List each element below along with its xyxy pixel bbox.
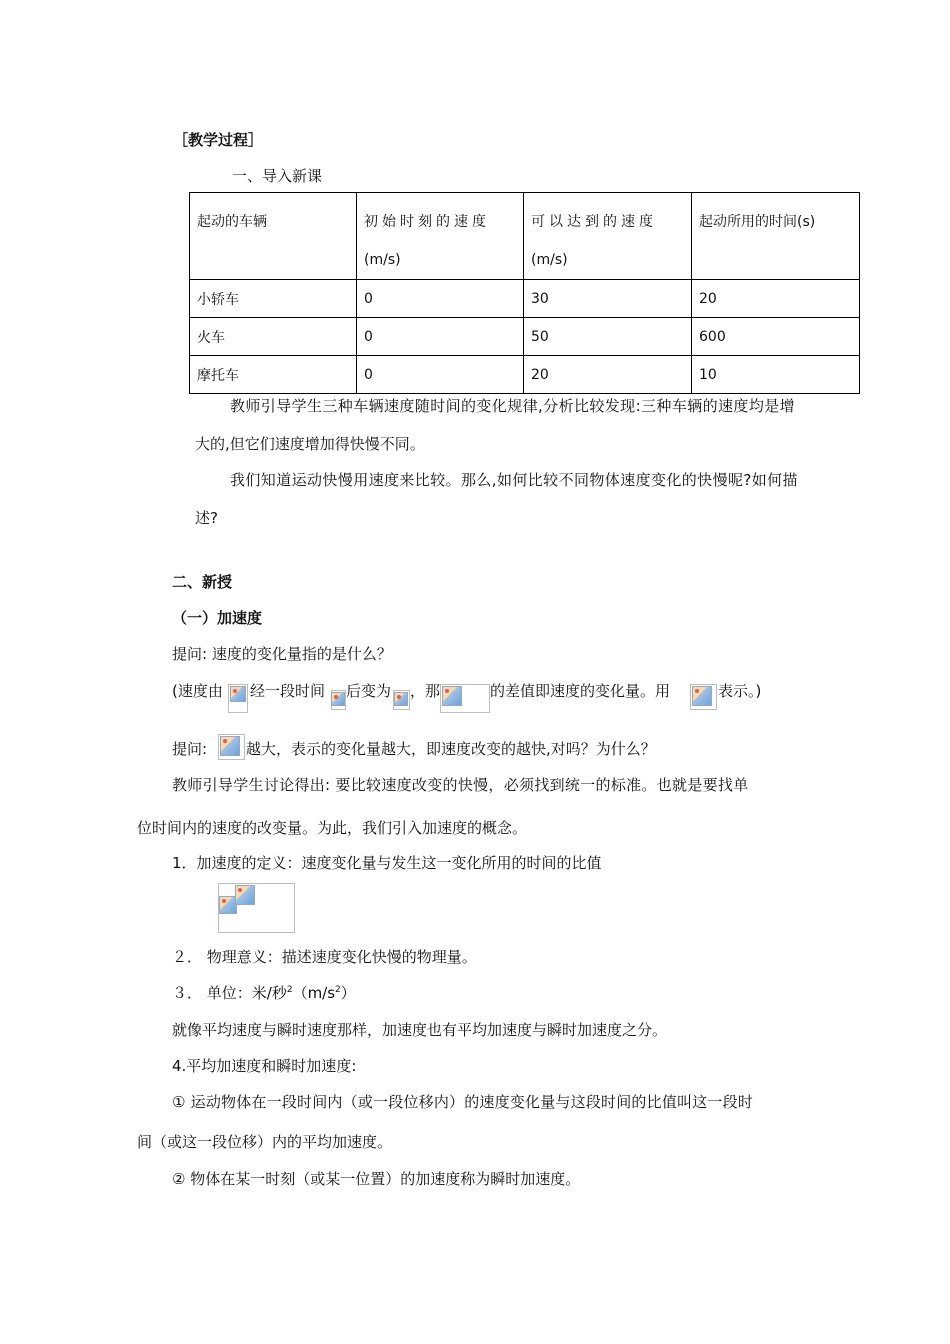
table-cell: 0 xyxy=(357,280,524,318)
section2-title: 二、新授 xyxy=(172,573,233,591)
table-cell: 30 xyxy=(524,280,692,318)
table-cell: 600 xyxy=(692,318,860,356)
table-header-cell: 初始时刻的速度 (m/s) xyxy=(357,193,524,280)
table-cell: 50 xyxy=(524,318,692,356)
formula-image-v2 xyxy=(393,690,410,710)
table-header-cell: 可以达到的速度 (m/s) xyxy=(524,193,692,280)
answer-text-3: 后变为 xyxy=(346,682,392,700)
table-row xyxy=(190,280,860,318)
broken-image-icon xyxy=(442,686,462,706)
definition-acceleration: 1．加速度的定义：速度变化量与发生这一变化所用的时间的比值 xyxy=(172,854,602,872)
table-cell: 20 xyxy=(692,280,860,318)
formula-image-delta-v xyxy=(690,684,717,710)
intro-paragraph-2-line-1: 我们知道运动快慢用速度来比较。那么,如何比较不同物体速度变化的快慢呢?如何描 xyxy=(230,471,798,489)
intro-paragraph-2-line-2: 述? xyxy=(195,509,218,527)
average-acceleration-line-2: 间（或这一段位移）内的平均加速度。 xyxy=(137,1133,393,1151)
acceleration-subtitle: （一）加速度 xyxy=(172,609,263,627)
answer-text-4: ，那 xyxy=(410,682,441,700)
broken-image-icon xyxy=(220,736,240,756)
table-row xyxy=(190,318,860,356)
table-header-cell: 起动所用的时间(s) xyxy=(692,193,860,280)
comparison-text: 就像平均速度与瞬时速度那样，加速度也有平均加速度与瞬时加速度之分。 xyxy=(172,1021,668,1039)
section1-title: 一、导入新课 xyxy=(232,167,323,185)
average-acceleration-line-1: ① 运动物体在一段时间内（或一段位移内）的速度变化量与这段时间的比值叫这一段时 xyxy=(172,1093,754,1111)
intro-paragraph-1-line-2: 大的,但它们速度增加得快慢不同。 xyxy=(195,435,425,453)
answer-text-2: 经一段时间 xyxy=(250,682,326,700)
answer-text-6: 表示。) xyxy=(718,682,762,700)
question-2-prefix: 提问: xyxy=(172,740,208,758)
broken-image-icon xyxy=(331,692,345,706)
broken-image-icon xyxy=(394,692,408,706)
teaching-process-heading: ［教学过程］ xyxy=(173,131,264,149)
table-header-cell: 起动的车辆 xyxy=(190,193,357,280)
formula-image-t xyxy=(331,690,346,710)
table-cell: 10 xyxy=(692,356,860,394)
intro-paragraph-1-line-1: 教师引导学生三种车辆速度随时间的变化规律,分析比较发现:三种车辆的速度均是增 xyxy=(230,397,796,415)
table-cell: 摩托车 xyxy=(190,356,357,394)
formula-image-v1 xyxy=(228,684,248,713)
table-cell: 小轿车 xyxy=(190,280,357,318)
item-4-title: 4.平均加速度和瞬时加速度: xyxy=(172,1057,357,1075)
discussion-line-1: 教师引导学生讨论得出: 要比较速度改变的快慢，必须找到统一的标准。也就是要找单 xyxy=(172,776,749,794)
vehicle-speed-table xyxy=(189,192,860,394)
physical-meaning: ２． 物理意义：描述速度变化快慢的物理量。 xyxy=(172,948,477,966)
table-cell: 火车 xyxy=(190,318,357,356)
formula-image-difference xyxy=(440,684,490,713)
broken-image-icon xyxy=(230,686,246,702)
table-cell: 0 xyxy=(357,356,524,394)
table-cell: 20 xyxy=(524,356,692,394)
answer-text-5: 的差值即速度的变化量。用 xyxy=(490,682,671,700)
unit-item: ３． 单位：米/秒$^2(m/s^2)$ xyxy=(172,984,356,1002)
instantaneous-acceleration: ② 物体在某一时刻（或某一位置）的加速度称为瞬时加速度。 xyxy=(172,1170,581,1188)
answer-text-1: (速度由 xyxy=(172,682,223,700)
formula-image-delta-v-2 xyxy=(218,734,245,760)
broken-image-icon xyxy=(692,686,712,706)
question-2-text: 越大，表示的变化量越大，即速度改变的越快,对吗？为什么？ xyxy=(246,740,656,758)
broken-image-icon xyxy=(235,885,255,905)
question-1: 提问: 速度的变化量指的是什么？ xyxy=(172,645,392,663)
discussion-line-2: 位时间内的速度的改变量。为此，我们引入加速度的概念。 xyxy=(137,819,528,837)
formula-image-acceleration-definition xyxy=(218,883,295,933)
table-row xyxy=(190,356,860,394)
table-cell: 0 xyxy=(357,318,524,356)
table-header-row xyxy=(190,193,860,280)
